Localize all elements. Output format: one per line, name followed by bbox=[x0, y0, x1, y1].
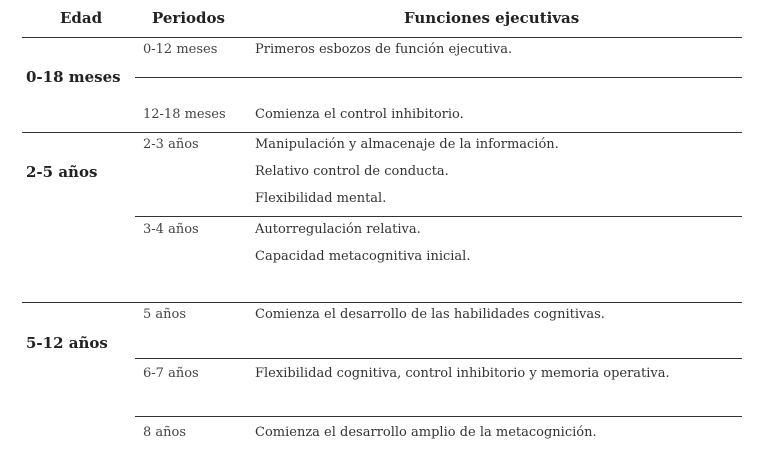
function-item: Primeros esbozos de función ejecutiva. bbox=[255, 42, 513, 57]
function-item: Manipulación y almacenaje de la información. bbox=[255, 137, 559, 152]
period-label: 5 años bbox=[143, 307, 187, 322]
rule-group-divider-1 bbox=[22, 132, 742, 133]
period-label: 2-3 años bbox=[143, 137, 199, 152]
period-label: 6-7 años bbox=[143, 366, 199, 381]
header-edad: Edad bbox=[60, 9, 103, 27]
rule-group-divider-2 bbox=[22, 302, 742, 303]
rule-group3-sub-2 bbox=[135, 416, 742, 417]
age-group-0-18-meses: 0-18 meses bbox=[26, 68, 121, 86]
period-label: 3-4 años bbox=[143, 222, 199, 237]
function-item: Comienza el desarrollo de las habilidades cognitivas. bbox=[255, 307, 605, 322]
period-label: 0-12 meses bbox=[143, 42, 218, 57]
header-rule bbox=[22, 37, 742, 38]
function-item: Comienza el desarrollo amplio de la metacognición. bbox=[255, 425, 597, 440]
header-funciones: Funciones ejecutivas bbox=[404, 9, 580, 27]
age-group-5-12-anos: 5-12 años bbox=[26, 334, 108, 352]
function-item: Autorregulación relativa. bbox=[255, 222, 421, 237]
function-item: Flexibilidad mental. bbox=[255, 191, 387, 206]
function-item: Relativo control de conducta. bbox=[255, 164, 449, 179]
period-label: 12-18 meses bbox=[143, 107, 226, 122]
rule-group2-sub bbox=[135, 216, 742, 217]
rule-group3-sub-1 bbox=[135, 358, 742, 359]
age-group-2-5-anos: 2-5 años bbox=[26, 163, 98, 181]
header-periodos: Periodos bbox=[152, 9, 225, 27]
period-label: 8 años bbox=[143, 425, 187, 440]
function-item: Comienza el control inhibitorio. bbox=[255, 107, 464, 122]
function-item: Flexibilidad cognitiva, control inhibitorio y memoria operativa. bbox=[255, 366, 670, 381]
rule-group1-sub bbox=[135, 77, 742, 78]
function-item: Capacidad metacognitiva inicial. bbox=[255, 249, 471, 264]
